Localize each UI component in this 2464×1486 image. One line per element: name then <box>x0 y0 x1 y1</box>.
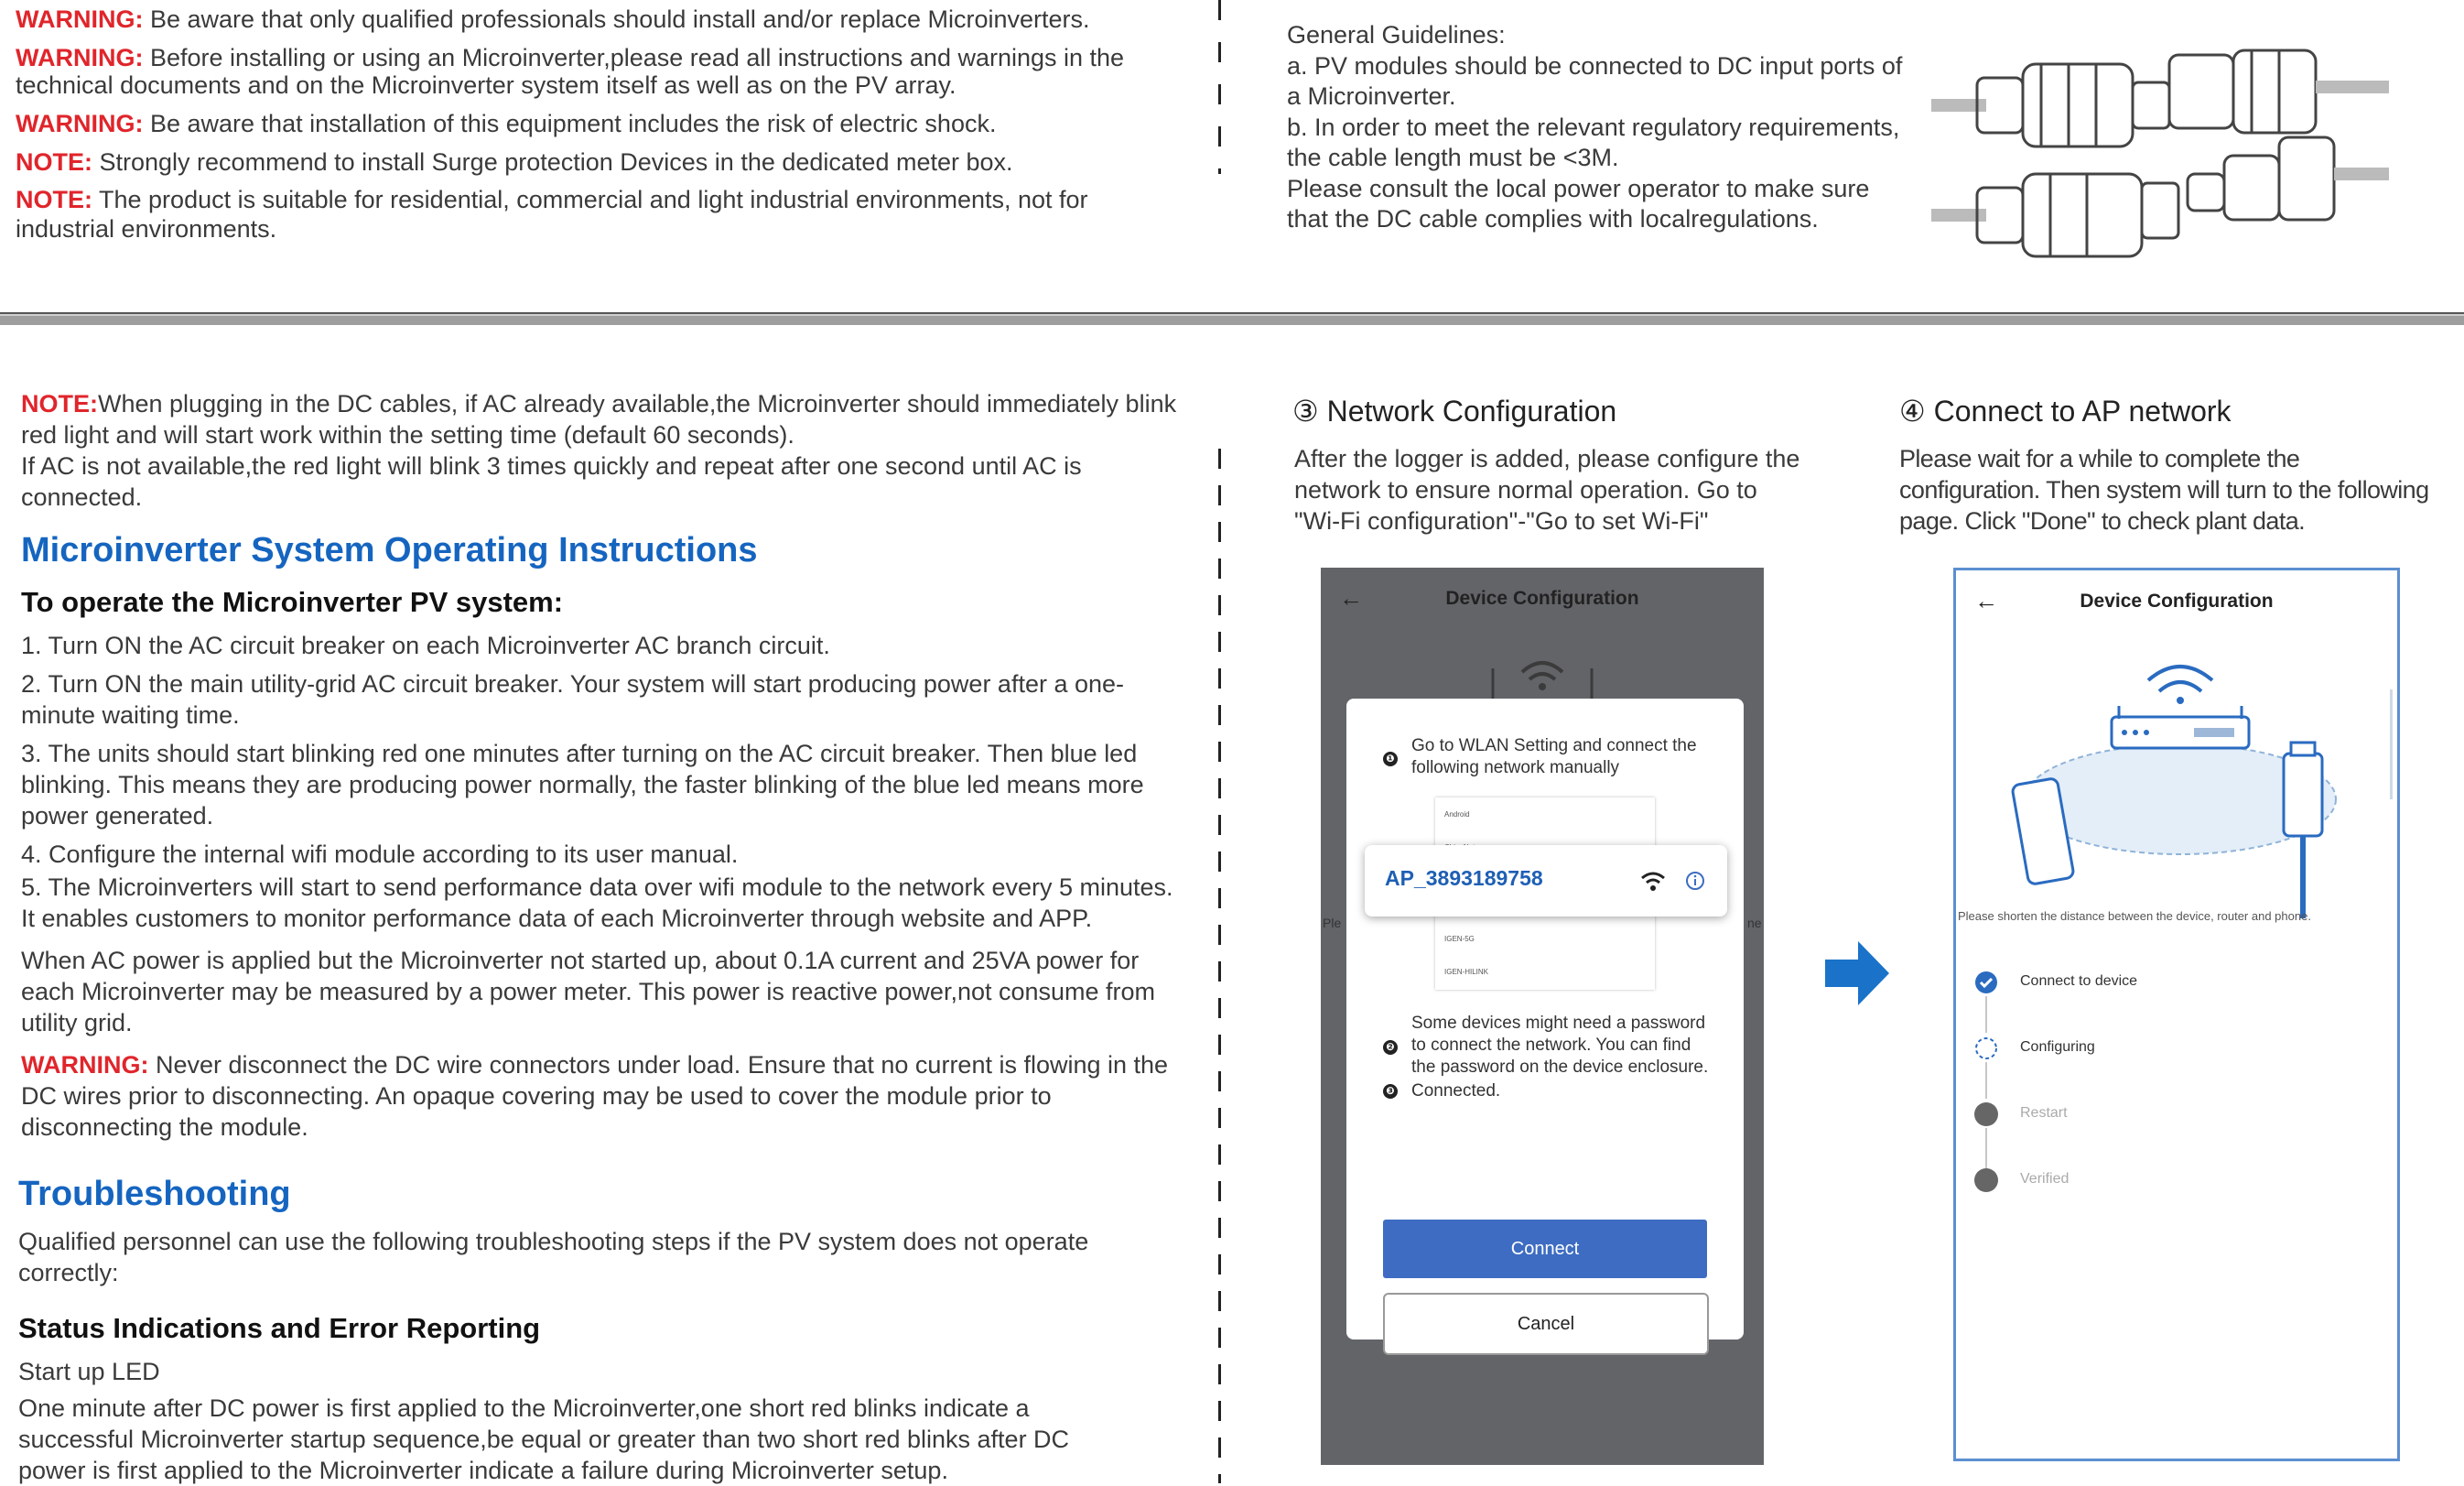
connect-button[interactable]: Connect <box>1383 1220 1707 1278</box>
screen-title: Device Configuration <box>1445 588 1639 609</box>
warning-item: WARNING: Be aware that only qualified professionals should install and/or replace Microinverters. <box>16 5 1090 33</box>
ac-power-paragraph: When AC power is applied but the Microinverter not started up, about 0.1A current and 25VA power for each Microinverter may be measured by a power meter. This power is reactive power,not consume from utility grid. <box>21 947 1156 1036</box>
distance-hint: Please shorten the distance between the device, router and phone. <box>1958 909 2311 923</box>
loading-spinner-icon <box>1974 1036 1998 1060</box>
column-divider-bottom <box>1218 449 1221 1483</box>
step-3-bullet: ❸ <box>1383 1084 1398 1099</box>
troubleshooting-text: Qualified personnel can use the following troubleshooting steps if the PV system does not operate correctly: <box>18 1228 1089 1286</box>
screen-title: Device Configuration <box>2080 591 2274 612</box>
wifi-icon <box>1639 871 1667 893</box>
back-arrow-icon[interactable]: ← <box>1339 584 1363 612</box>
warning-item: WARNING: Before installing or using an Microinverter,please read all instructions and warnings in the technical documents and on the Microinverter system itself as well as on the PV array. <box>16 44 1125 99</box>
progress-connector <box>1985 996 1987 1033</box>
startup-led-label: Start up LED <box>18 1358 160 1385</box>
step-2-bullet: ❷ <box>1383 1040 1398 1055</box>
network-config-text: After the logger is added, please configure the network to ensure normal operation. Go to "Wi-Fi configuration"-"Go to set Wi-Fi" <box>1294 445 1800 535</box>
back-arrow-icon[interactable]: ← <box>1974 587 1998 614</box>
dc-cable-note <box>21 388 1183 513</box>
section-title: Microinverter System Operating Instructions <box>21 531 758 569</box>
step-1-bullet: ❶ <box>1383 752 1398 766</box>
ap-network-card[interactable] <box>1365 845 1727 917</box>
check-icon <box>1974 971 1998 994</box>
dialog-step-3: Connected. <box>1411 1081 1501 1101</box>
warning-item: WARNING: Be aware that installation of this equipment includes the risk of electric shock. <box>16 110 997 137</box>
network-config-screen <box>1321 568 1764 1465</box>
general-guidelines <box>1287 20 1928 235</box>
guideline-c: Please consult the local power operator to make sure that the DC cable complies with localregulations. <box>1287 174 1870 233</box>
note-item: NOTE: The product is suitable for residential, commercial and light industrial environments, not for industrial environments. <box>16 186 1088 243</box>
ap-network-text: Please wait for a while to complete the configuration. Then system will turn to the following page. Click "Done" to check plant data. <box>1899 445 2429 535</box>
router-phone-illustration <box>2011 644 2350 946</box>
note-text: When plugging in the DC cables, if AC already available,the Microinverter should immediately blink red light and will start work within the setting time (default 60 seconds). <box>21 390 1177 449</box>
wifi-row[interactable]: IGEN-5G <box>1444 935 1475 943</box>
sub-title: To operate the Microinverter PV system: <box>21 586 564 618</box>
network-config-title: ③ Network Configuration <box>1292 395 1617 428</box>
guidelines-heading: General Guidelines: <box>1287 21 1506 49</box>
top-warnings <box>16 4 1187 244</box>
operating-steps <box>21 630 1183 1143</box>
scrollbar[interactable] <box>2390 689 2393 799</box>
wlan-dialog <box>1346 699 1744 1340</box>
step-1: 1. Turn ON the AC circuit breaker on each Microinverter AC branch circuit. <box>21 632 830 659</box>
step-5: 5. The Microinverters will start to send performance data over wifi module to the network every 5 minutes. It enables customers to monitor performance data of each Microinverter through website and APP. <box>21 873 1173 932</box>
guideline-b: b. In order to meet the relevant regulatory requirements, the cable length must be <3M. <box>1287 113 1900 171</box>
progress-step-configuring: Configuring <box>2020 1039 2095 1055</box>
column-divider-top <box>1218 0 1221 174</box>
section-divider-bar <box>0 314 2464 325</box>
note-text-ac: If AC is not available,the red light will blink 3 times quickly and repeat after one second until AC is connected. <box>21 452 1082 511</box>
dc-connectors-illustration <box>1913 37 2407 275</box>
note-label: NOTE: <box>21 390 98 418</box>
startup-led-text: One minute after DC power is first applied to the Microinverter,one short red blinks indicate a successful Microinverter startup sequence,be equal or greater than two short red blinks after DC power is first applied to the Microinverter indicate a failure during Microinverter setup. <box>18 1394 1070 1484</box>
guideline-a: a. PV modules should be connected to DC input ports of a Microinverter. <box>1287 51 1903 110</box>
progress-step-restart: Restart <box>2020 1105 2068 1121</box>
side-text-left: Ple <box>1323 916 1342 930</box>
progress-step-verified: Verified <box>2020 1171 2070 1187</box>
warning-label: WARNING: <box>21 1051 149 1079</box>
progress-step-connect: Connect to device <box>2020 973 2138 989</box>
status-title: Status Indications and Error Reporting <box>18 1312 541 1344</box>
ap-network-title: ④ Connect to AP network <box>1899 395 2232 428</box>
warning-text: Never disconnect the DC wire connectors under load. Ensure that no current is flowing in the DC wires prior to disconnecting. An opaque covering may be used to cover the module prior to disconnecting the module. <box>21 1051 1169 1141</box>
progress-connector <box>1985 1062 1987 1099</box>
wifi-row[interactable]: IGEN-HILINK <box>1444 968 1489 976</box>
wifi-row[interactable]: Android <box>1444 810 1470 819</box>
pending-dot-icon <box>1974 1168 1998 1192</box>
step-3: 3. The units should start blinking red one minutes after turning on the AC circuit breaker. Then blue led blinking. This means they are producing power normally, the faster blinking of the blue led means more power generated. <box>21 740 1144 830</box>
note-item: NOTE: Strongly recommend to install Surge protection Devices in the dedicated meter box. <box>16 148 1013 176</box>
pending-dot-icon <box>1974 1102 1998 1126</box>
info-icon[interactable] <box>1685 871 1705 891</box>
dialog-step-2: Some devices might need a password to connect the network. You can find the password on the device enclosure. <box>1411 1014 1709 1077</box>
step-4: 4. Configure the internal wifi module according to its user manual. <box>21 841 739 868</box>
progress-connector <box>1985 1128 1987 1168</box>
dialog-step-1: Go to WLAN Setting and connect the following network manually <box>1411 736 1697 777</box>
ap-network-name: AP_3893189758 <box>1385 866 1543 890</box>
side-text-right: ne <box>1747 916 1762 930</box>
step-2: 2. Turn ON the main utility-grid AC circuit breaker. Your system will start producing power after a one-minute waiting time. <box>21 670 1125 729</box>
next-step-arrow-icon <box>1825 941 1891 1005</box>
troubleshooting-title: Troubleshooting <box>18 1175 291 1213</box>
ap-config-screen <box>1953 568 2400 1461</box>
cancel-button[interactable]: Cancel <box>1383 1293 1709 1355</box>
router-icon <box>1486 650 1599 705</box>
